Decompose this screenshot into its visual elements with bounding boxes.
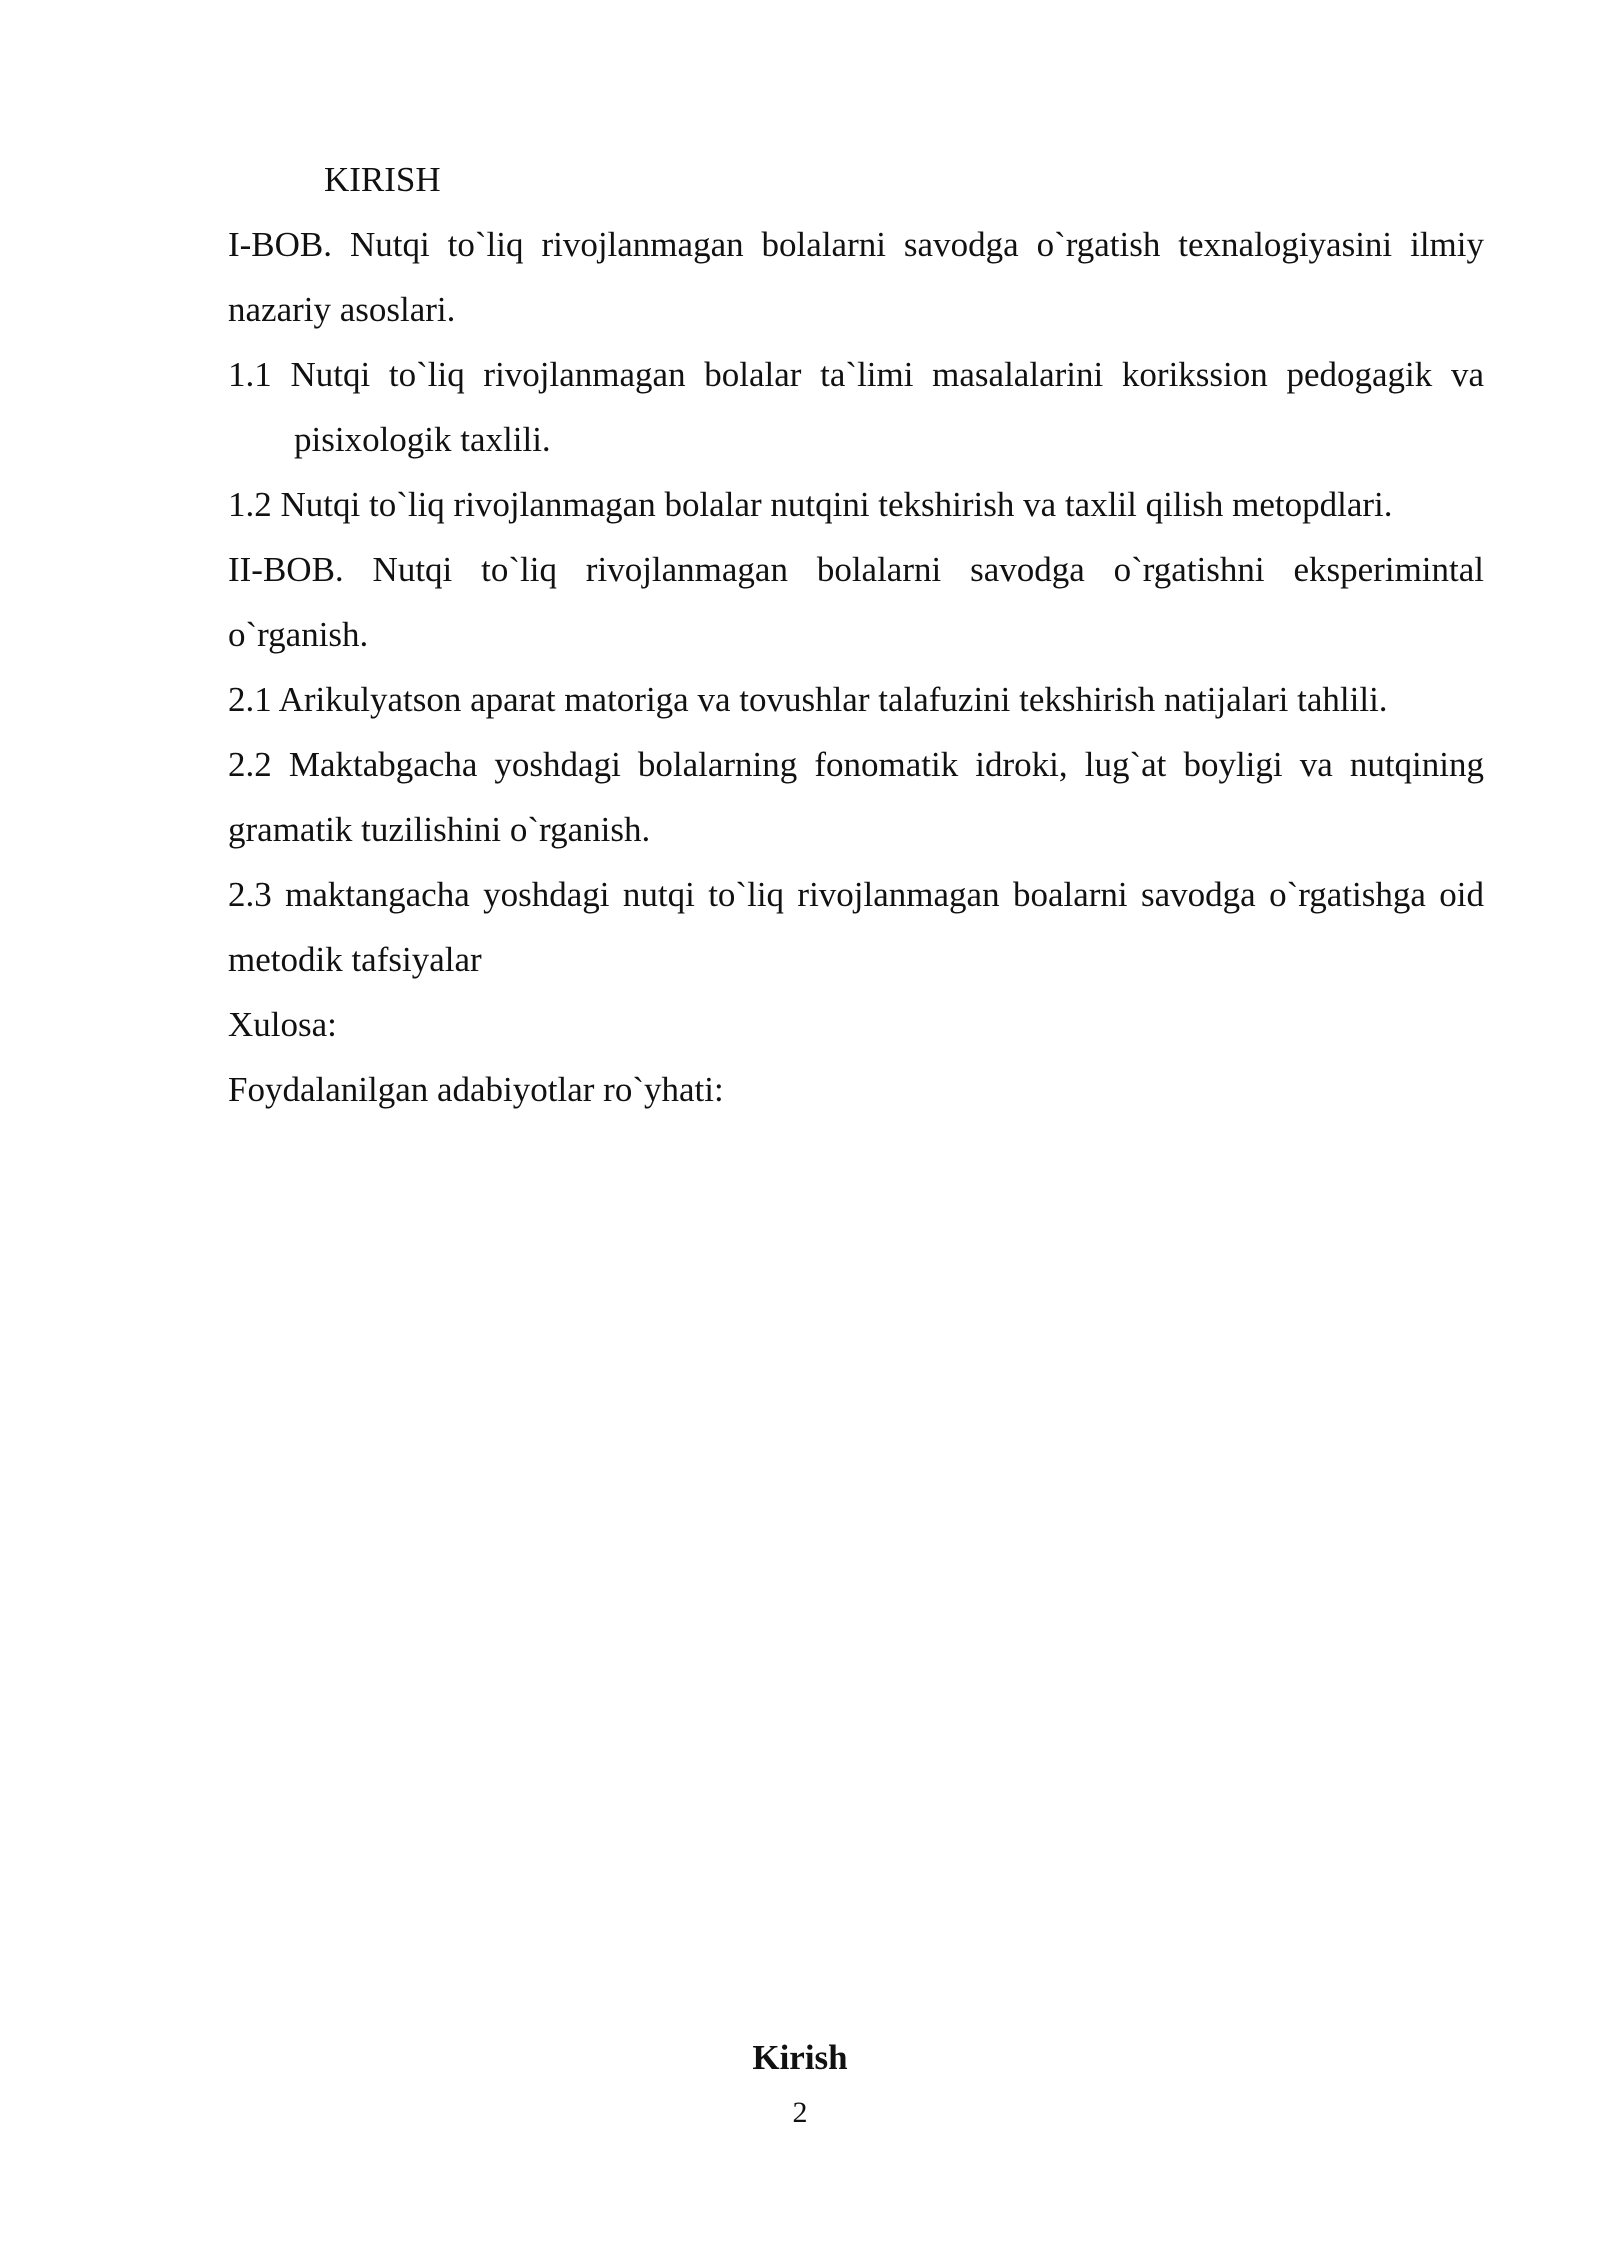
toc-entry-conclusion: Xulosa: bbox=[228, 1005, 337, 1044]
toc-entry-chapter-2: II-BOB. Nutqi to`liq rivojlanmagan bolalarni savodga o`rgatishni eksperimintal o`rganish. bbox=[228, 550, 1484, 654]
toc-entry-references: Foydalanilgan adabiyotlar ro`yhati: bbox=[228, 1070, 724, 1109]
toc-entry-chapter-1: I-BOB. Nutqi to`liq rivojlanmagan bolalarni savodga o`rgatish texnalogiyasini ilmiy nazariy asoslari. bbox=[228, 225, 1484, 329]
toc-entry-section-2-3: 2.3 maktangacha yoshdagi nutqi to`liq rivojlanmagan boalarni savodga o`rgatishga oid metodik tafsiyalar bbox=[228, 875, 1484, 979]
toc-entry-section-2-2: 2.2 Maktabgacha yoshdagi bolalarning fonomatik idroki, lug`at boyligi va nutqining gramatik tuzilishini o`rganish. bbox=[228, 745, 1484, 849]
table-of-contents bbox=[228, 147, 1484, 1122]
toc-entry-section-2-1: 2.1 Arikulyatson aparat matoriga va tovushlar talafuzini tekshirish natijalari tahlili. bbox=[228, 680, 1388, 719]
page-number: 2 bbox=[792, 2096, 808, 2129]
toc-entry-section-1-1: 1.1 Nutqi to`liq rivojlanmagan bolalar ta`limi masalalarini korikssion pedogagik va pisixologik taxlili. bbox=[228, 355, 1484, 459]
toc-entry-section-1-2: 1.2 Nutqi to`liq rivojlanmagan bolalar nutqini tekshirish va taxlil qilish metopdlari. bbox=[228, 485, 1393, 524]
section-title: Kirish bbox=[752, 2038, 848, 2077]
toc-heading: KIRISH bbox=[324, 160, 441, 199]
